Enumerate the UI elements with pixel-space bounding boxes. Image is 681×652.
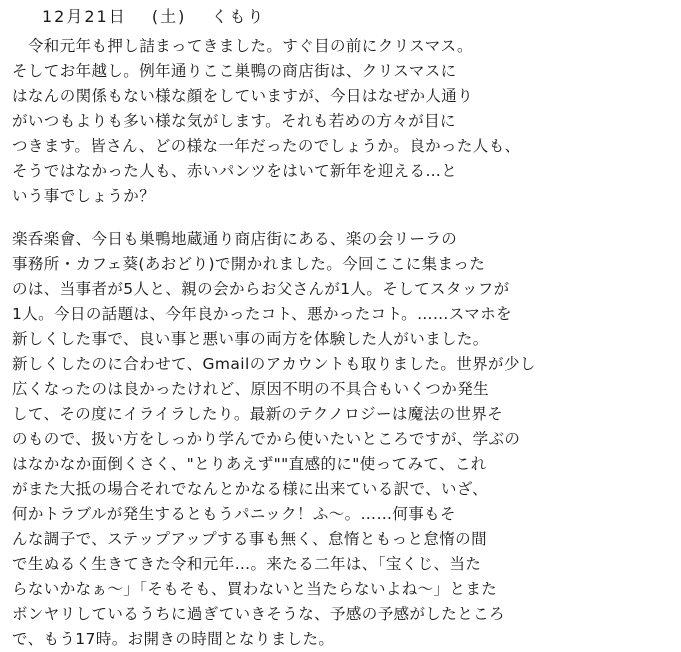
text-line: 広くなったのは良かったけれど、原因不明の不具合もいくつか発生 [12, 380, 490, 398]
text-line: がまた大抵の場合それでなんとかなる様に出来ている訳で、いざ、 [12, 480, 489, 498]
text-line: んな調子で、ステップアップする事も無く、怠惰ともっと怠惰の間 [12, 530, 487, 548]
text-line: つきます。皆さん、どの様な一年だったのでしょうか。良かった人も、 [12, 137, 521, 155]
text-line: いう事でしょうか？ [12, 187, 156, 205]
entry-weather: くもり [211, 7, 266, 26]
text-line: 事務所・カフェ葵(あおどり)で開かれました。今回ここに集まった [12, 255, 486, 273]
text-line: で生ぬるく生きてきた令和元年…。来たる二年は、「宝くじ、当た [12, 555, 482, 573]
paragraph-meeting [12, 227, 674, 652]
text-line: そうではなかった人も、赤いパンツをはいて新年を迎える…と [12, 162, 458, 180]
text-line: らないかなぁ〜」「そもそも、買わないと当たらないよね〜」とまた [12, 580, 498, 598]
entry-date: 12月21日 [42, 7, 127, 26]
entry-weekday: (土) [151, 7, 187, 26]
text-line: 1人。今日の話題は、今年良かったコト、悪かったコト。……スマホを [12, 305, 513, 323]
text-line: で、もう17時。お開きの時間となりました。 [12, 630, 335, 648]
text-line: 新しくした事で、良い事と悪い事の両方を体験した人がいました。 [12, 330, 489, 348]
text-line: はなんの関係もない様な顔をしていますが、今日はなぜか人通り [12, 87, 474, 105]
text-line: 何かトラブルが発生するともうパニック！ふ〜。……何事もそ [12, 505, 456, 523]
text-line: そしてお年越し。例年通りここ巣鴨の商店街は、クリスマスに [12, 62, 457, 80]
text-line: ボンヤリしているうちに過ぎていきそうな、予感の予感がしたところ [12, 605, 505, 623]
text-line: 楽呑楽會、今日も巣鴨地蔵通り商店街にある、楽の会リーラの [12, 230, 458, 248]
text-line: のもので、扱い方をしっかり学んでから使いたいところですが、学ぶの [12, 430, 521, 448]
text-line: して、その度にイライラしたり。最新のテクノロジーは魔法の世界そ [12, 405, 504, 423]
paragraph-intro [12, 34, 674, 209]
text-line: がいつもよりも多い様な気がします。それも若めの方々が目に [12, 112, 456, 130]
diary-header [42, 4, 283, 32]
text-line: はなかなか面倒くさく、"とりあえず""直感的に"使ってみて、これ [12, 455, 487, 473]
text-line: 令和元年も押し詰まってきました。すぐ目の前にクリスマス。 [12, 37, 473, 55]
text-line: のは、当事者が5人と、親の会からお父さんが1人。そしてスタッフが [12, 280, 510, 298]
text-line: 新しくしたのに合わせて、Gmailのアカウントも取りました。世界が少し [12, 355, 536, 373]
